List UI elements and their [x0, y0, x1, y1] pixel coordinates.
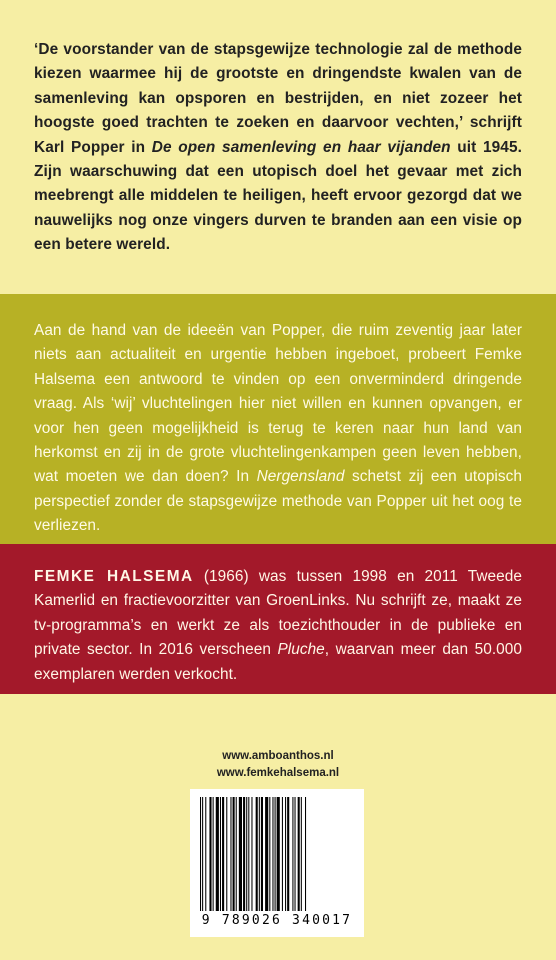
author-bio-text-continued: , waarvan meer dan 50.000 exemplaren werden verkocht. [34, 641, 523, 683]
author-bio-section [0, 544, 556, 694]
quote-text: ‘De voorstander van de stapsgewijze technologie zal de methode kiezen waarmee hij de grootste en dringendste kwalen van de samenleving kan opsporen en bestrijden, en niet zozeer het hoogste goed trachten te zoeken en daarvoor vechten,’ schrijft Karl Popper in [34, 41, 522, 156]
author-url[interactable]: www.femkehalsema.nl [216, 767, 340, 779]
barcode-bars-graphic [198, 797, 356, 911]
quote-section [0, 0, 556, 294]
summary-paragraph [34, 319, 522, 539]
quote-text-continued: uit 1945. Zijn waarschuwing dat een utopisch doel het gevaar met zich meebrengt alle middelen te heiligen, heeft ervoor gezorgd dat we nauwelijks nog onze vingers durven te branden aan een visie op een betere wereld. [34, 138, 522, 254]
summary-section [0, 294, 556, 544]
barcode [190, 789, 364, 937]
footer-section [0, 694, 556, 960]
popper-quote-paragraph [34, 38, 522, 258]
publisher-url[interactable]: www.amboanthos.nl [222, 750, 334, 762]
isbn-number: 9 789026 340017 [201, 913, 353, 928]
summary-text-continued: schetst zij een utopisch perspectief zonder de stapsgewijze methode van Popper uit het oog te verliezen. [34, 468, 522, 535]
author-bio-text: (1966) was tussen 1998 en 2011 Tweede Kamerlid en fractievoorzitter van GroenLinks. Nu schrijft ze, maakt ze tv-programma’s en werkt ze als toezichthouder in de publieke en private sector. In 2016 verscheen [34, 568, 522, 659]
author-bio-paragraph [34, 565, 522, 687]
quote-book-title: De open samenleving en haar vijanden [151, 138, 451, 156]
author-previous-book-title: Pluche [277, 641, 325, 659]
author-name: FEMKE HALSEMA [34, 568, 194, 585]
summary-text: Aan de hand van de ideeën van Popper, die ruim zeventig jaar later niets aan actualiteit en urgentie hebben ingeboet, probeert Femke Halsema een antwoord te vinden op een onverminderd dringende vraag. Als ‘wij’ vluchtelingen hier niet willen en kunnen opvangen, er voor hen geen mogelijkheid is terug te keren naar hun land van herkomst en zij in de grote vluchtelingenkampen geen leven hebben, wat moeten we dan doen? In [34, 322, 522, 486]
summary-book-title: Nergensland [256, 468, 345, 486]
